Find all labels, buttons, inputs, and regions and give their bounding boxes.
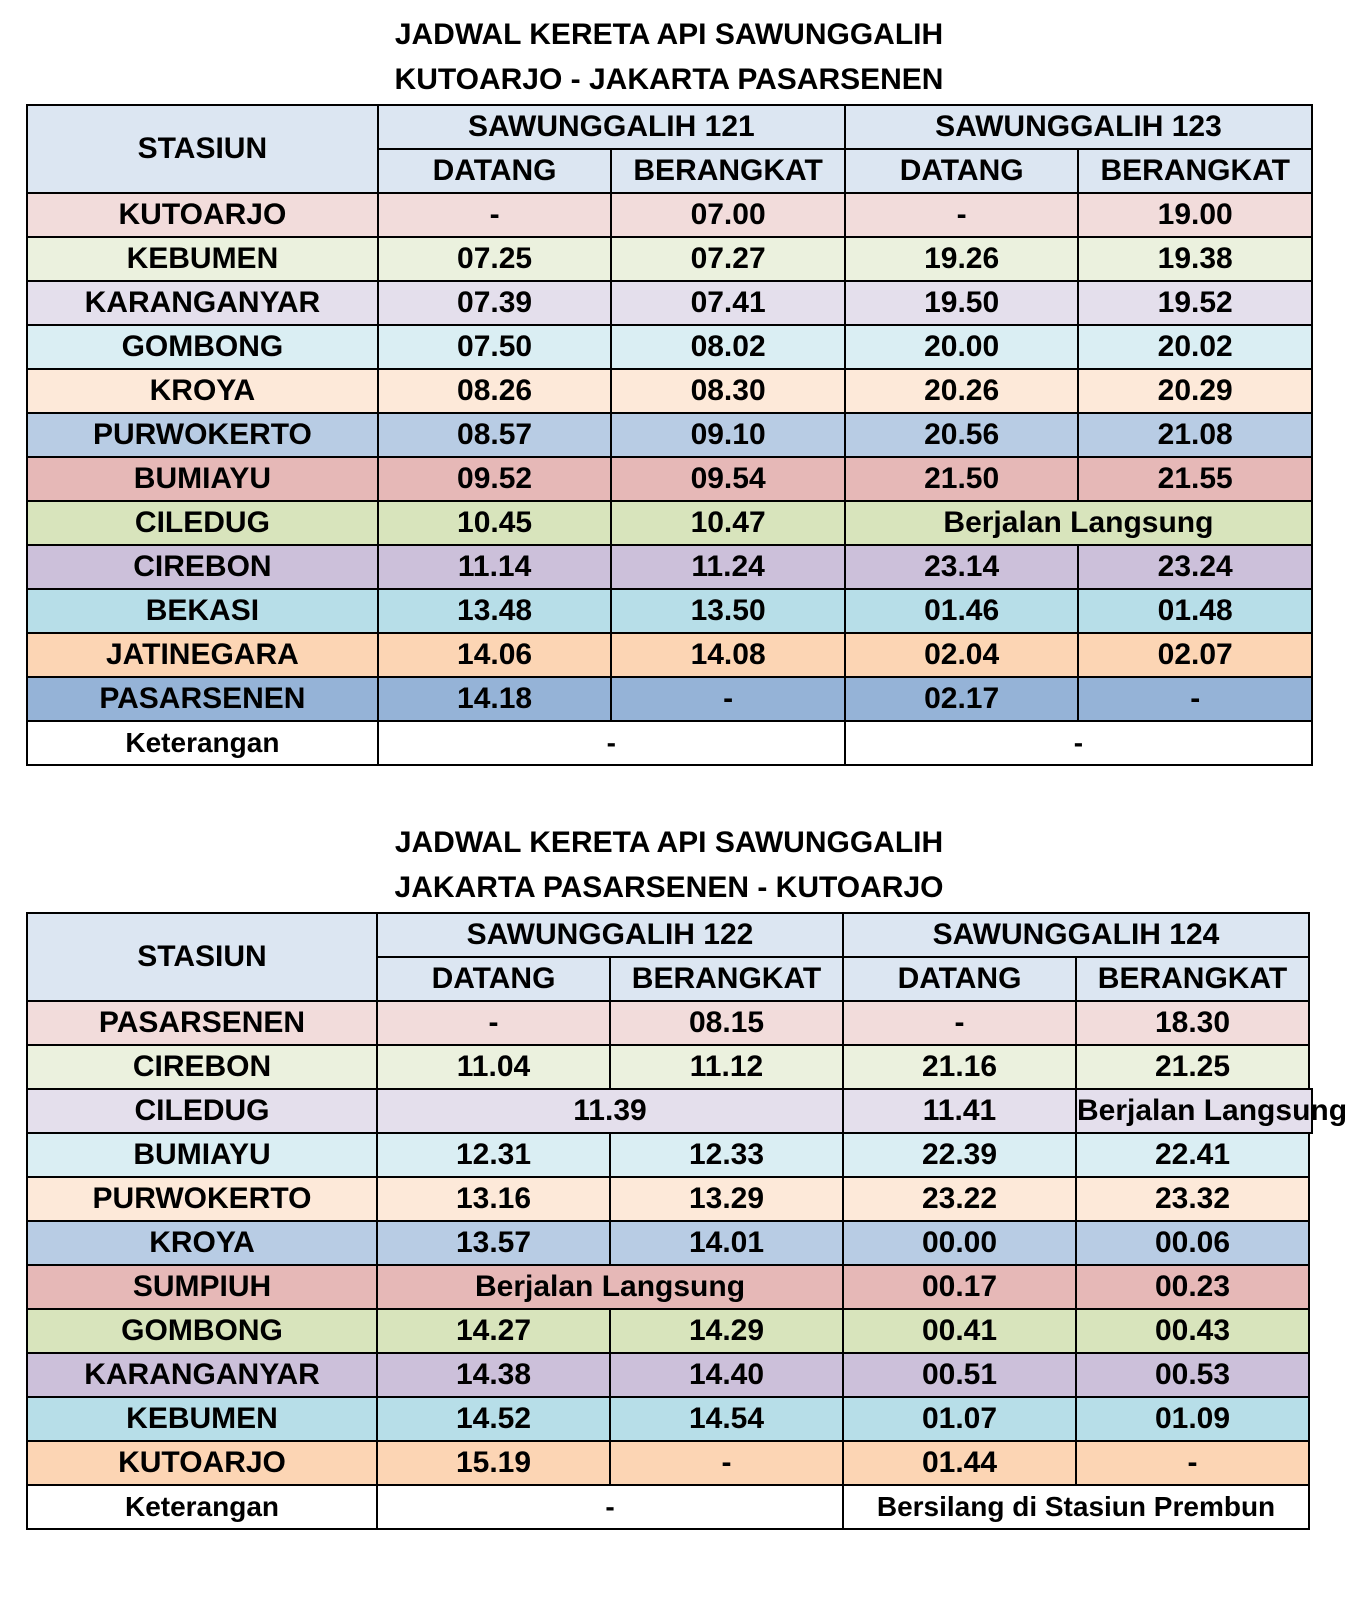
time-cell: 01.48: [1078, 589, 1312, 633]
time-cell: 19.38: [1078, 237, 1312, 281]
time-cell: -: [611, 677, 845, 721]
station-name: CILEDUG: [27, 1089, 377, 1133]
note-value: -: [845, 721, 1312, 765]
note-value: -: [377, 1485, 843, 1529]
station-name: GOMBONG: [27, 325, 378, 369]
schedule-1-title-line1: JADWAL KERETA API SAWUNGGALIH: [394, 18, 944, 51]
time-cell: 20.00: [845, 325, 1079, 369]
pass-through-note: Berjalan Langsung: [377, 1265, 843, 1309]
time-cell: 21.50: [845, 457, 1079, 501]
schedule-2-rows: [27, 1001, 1347, 1485]
table-row: [27, 457, 1312, 501]
time-cell: 11.14: [378, 545, 612, 589]
table-row: [27, 677, 1312, 721]
time-cell: 19.50: [845, 281, 1079, 325]
time-cell: -: [1076, 1441, 1309, 1485]
table-row: [27, 633, 1312, 677]
depart-header: BERANGKAT: [610, 957, 843, 1001]
time-cell: 13.16: [377, 1177, 610, 1221]
schedule-1-title: [0, 12, 1338, 102]
station-name: BUMIAYU: [27, 457, 378, 501]
time-cell: 13.57: [377, 1221, 610, 1265]
arrive-header: DATANG: [843, 957, 1076, 1001]
time-cell: 12.31: [377, 1133, 610, 1177]
time-cell: 00.17: [843, 1265, 1076, 1309]
time-cell: 08.26: [378, 369, 612, 413]
time-cell: 14.18: [378, 677, 612, 721]
time-cell: 14.29: [610, 1309, 843, 1353]
time-cell: 19.52: [1078, 281, 1312, 325]
note-label: Keterangan: [27, 1485, 377, 1529]
table-row: [27, 1441, 1312, 1485]
time-cell: 08.15: [610, 1001, 843, 1045]
time-cell: 07.39: [378, 281, 612, 325]
time-cell: -: [378, 193, 612, 237]
station-name: KROYA: [27, 369, 378, 413]
time-cell: 11.12: [610, 1045, 843, 1089]
time-cell: 11.04: [377, 1045, 610, 1089]
time-cell: 12.33: [610, 1133, 843, 1177]
station-name: CILEDUG: [27, 501, 378, 545]
schedule-2-table: [26, 912, 1347, 1530]
table-row: [27, 1353, 1312, 1397]
station-name: KEBUMEN: [27, 1397, 377, 1441]
time-cell: 08.30: [611, 369, 845, 413]
time-cell: 13.29: [610, 1177, 843, 1221]
table-row: [27, 1177, 1312, 1221]
station-name: KUTOARJO: [27, 193, 378, 237]
time-cell: 02.17: [845, 677, 1079, 721]
arrive-header: DATANG: [377, 957, 610, 1001]
time-cell: -: [843, 1001, 1076, 1045]
time-cell: 20.26: [845, 369, 1079, 413]
time-cell: 22.39: [843, 1133, 1076, 1177]
pass-through-note: Berjalan Langsung: [1076, 1089, 1312, 1133]
table-row: [27, 193, 1312, 237]
time-cell: 07.25: [378, 237, 612, 281]
time-cell: 23.22: [843, 1177, 1076, 1221]
time-cell: 23.24: [1078, 545, 1312, 589]
table-row: [27, 1265, 1312, 1309]
table-row: [27, 1221, 1312, 1265]
time-cell: 14.38: [377, 1353, 610, 1397]
time-cell: 01.09: [1076, 1397, 1309, 1441]
time-cell: 14.40: [610, 1353, 843, 1397]
station-name: KEBUMEN: [27, 237, 378, 281]
time-cell: 00.43: [1076, 1309, 1309, 1353]
table-row: [27, 1001, 1312, 1045]
time-cell: 09.54: [611, 457, 845, 501]
station-header: STASIUN: [27, 913, 377, 1001]
time-cell: 15.19: [377, 1441, 610, 1485]
time-cell: 07.27: [611, 237, 845, 281]
time-cell: -: [1078, 677, 1312, 721]
station-name: KARANGANYAR: [27, 281, 378, 325]
time-cell: 14.01: [610, 1221, 843, 1265]
table-row: [27, 1133, 1312, 1177]
train-header: SAWUNGGALIH 122: [377, 913, 843, 957]
station-name: PASARSENEN: [27, 1001, 377, 1045]
station-name: JATINEGARA: [27, 633, 378, 677]
time-cell: 10.47: [611, 501, 845, 545]
schedule-1-rows: [27, 193, 1312, 721]
time-cell: 00.06: [1076, 1221, 1309, 1265]
time-cell: 22.41: [1076, 1133, 1309, 1177]
table-row: [27, 369, 1312, 413]
time-cell: 21.55: [1078, 457, 1312, 501]
time-cell: 19.26: [845, 237, 1079, 281]
time-cell: 14.52: [377, 1397, 610, 1441]
table-row: [27, 589, 1312, 633]
time-cell: 07.41: [611, 281, 845, 325]
time-cell: 11.41: [843, 1089, 1076, 1133]
schedule-1-title-line2: KUTOARJO - JAKARTA PASARSENEN: [394, 63, 944, 96]
schedule-2-title-line2: JAKARTA PASARSENEN - KUTOARJO: [394, 871, 944, 904]
time-cell: 18.30: [1076, 1001, 1309, 1045]
time-cell: 09.52: [378, 457, 612, 501]
time-cell: 01.44: [843, 1441, 1076, 1485]
station-name: SUMPIUH: [27, 1265, 377, 1309]
time-cell: 14.27: [377, 1309, 610, 1353]
station-name: PASARSENEN: [27, 677, 378, 721]
depart-header: BERANGKAT: [1076, 957, 1309, 1001]
train-header: SAWUNGGALIH 121: [378, 105, 845, 149]
table-row: [27, 1397, 1312, 1441]
time-cell: 21.16: [843, 1045, 1076, 1089]
station-name: GOMBONG: [27, 1309, 377, 1353]
time-cell: 13.48: [378, 589, 612, 633]
time-cell: 23.14: [845, 545, 1079, 589]
time-cell: 14.08: [611, 633, 845, 677]
time-cell: 00.53: [1076, 1353, 1309, 1397]
schedule-2-title-line1: JADWAL KERETA API SAWUNGGALIH: [394, 826, 944, 859]
table-row: [27, 237, 1312, 281]
time-cell: 01.46: [845, 589, 1079, 633]
pass-through-note: Berjalan Langsung: [845, 501, 1312, 545]
time-cell: 14.54: [610, 1397, 843, 1441]
time-cell: 00.23: [1076, 1265, 1309, 1309]
time-cell: 21.25: [1076, 1045, 1309, 1089]
table-row: [27, 501, 1312, 545]
station-name: CIREBON: [27, 1045, 377, 1089]
time-cell: 00.00: [843, 1221, 1076, 1265]
note-value: -: [378, 721, 845, 765]
time-cell: 14.06: [378, 633, 612, 677]
time-cell: 23.32: [1076, 1177, 1309, 1221]
time-cell: -: [845, 193, 1079, 237]
table-row: [27, 413, 1312, 457]
station-name: KARANGANYAR: [27, 1353, 377, 1397]
time-cell: 10.45: [378, 501, 612, 545]
table-row: [27, 545, 1312, 589]
time-cell: 20.02: [1078, 325, 1312, 369]
train-header: SAWUNGGALIH 123: [845, 105, 1312, 149]
time-cell: 02.07: [1078, 633, 1312, 677]
schedule-1-table: [26, 104, 1313, 766]
station-name: CIREBON: [27, 545, 378, 589]
time-cell: 00.41: [843, 1309, 1076, 1353]
time-cell: 02.04: [845, 633, 1079, 677]
arrive-header: DATANG: [845, 149, 1079, 193]
table-row: [27, 1045, 1312, 1089]
table-row: [27, 1089, 1312, 1133]
time-cell: 19.00: [1078, 193, 1312, 237]
note-value: Bersilang di Stasiun Prembun: [843, 1485, 1309, 1529]
time-cell: 07.00: [611, 193, 845, 237]
table-row: [27, 325, 1312, 369]
station-name: KUTOARJO: [27, 1441, 377, 1485]
time-cell: 20.56: [845, 413, 1079, 457]
pass-through-note: 11.39: [377, 1089, 843, 1133]
time-cell: 09.10: [611, 413, 845, 457]
station-name: BEKASI: [27, 589, 378, 633]
table-row: [27, 281, 1312, 325]
note-label: Keterangan: [27, 721, 378, 765]
station-name: PURWOKERTO: [27, 413, 378, 457]
station-name: PURWOKERTO: [27, 1177, 377, 1221]
station-name: KROYA: [27, 1221, 377, 1265]
time-cell: 13.50: [611, 589, 845, 633]
time-cell: -: [610, 1441, 843, 1485]
time-cell: 08.02: [611, 325, 845, 369]
depart-header: BERANGKAT: [1078, 149, 1312, 193]
time-cell: 11.24: [611, 545, 845, 589]
schedule-2-title: [0, 820, 1338, 910]
train-header: SAWUNGGALIH 124: [843, 913, 1309, 957]
station-name: BUMIAYU: [27, 1133, 377, 1177]
station-header: STASIUN: [27, 105, 378, 193]
time-cell: -: [377, 1001, 610, 1045]
time-cell: 07.50: [378, 325, 612, 369]
depart-header: BERANGKAT: [611, 149, 845, 193]
time-cell: 01.07: [843, 1397, 1076, 1441]
arrive-header: DATANG: [378, 149, 612, 193]
time-cell: 20.29: [1078, 369, 1312, 413]
time-cell: 08.57: [378, 413, 612, 457]
time-cell: 21.08: [1078, 413, 1312, 457]
time-cell: 00.51: [843, 1353, 1076, 1397]
table-row: [27, 1309, 1312, 1353]
